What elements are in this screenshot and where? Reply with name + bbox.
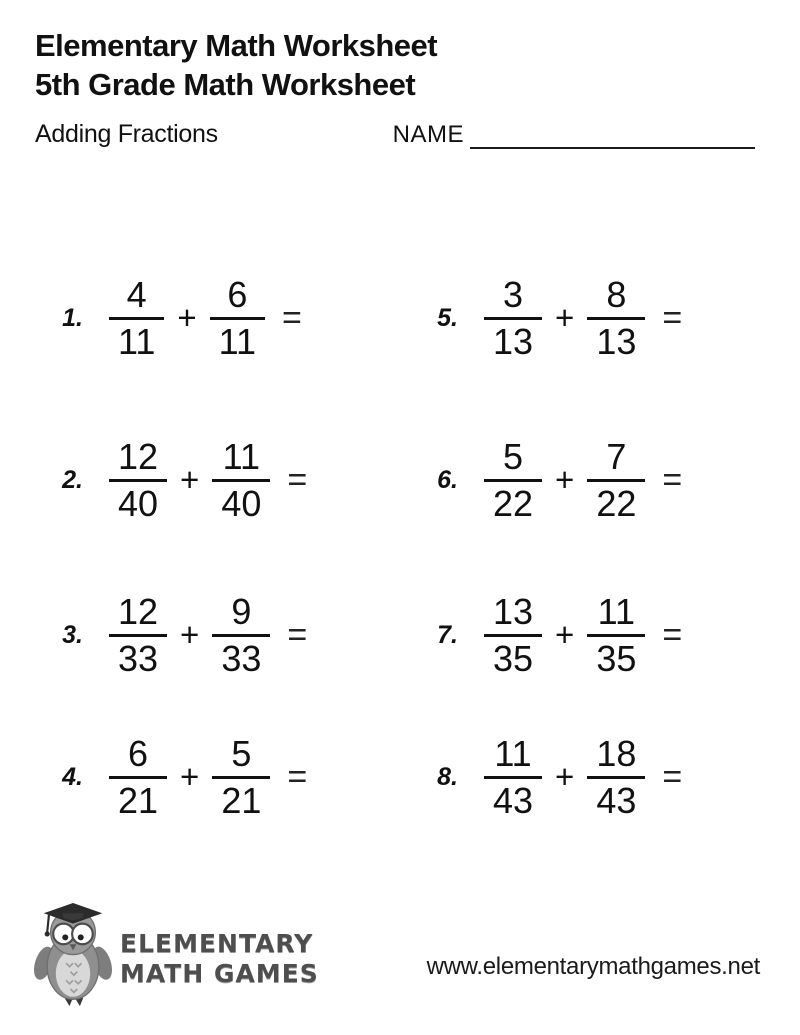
- equals-sign: =: [287, 757, 308, 796]
- elementary-math-games-logo: [30, 893, 760, 1011]
- fraction: [109, 273, 164, 362]
- problem-number: 6.: [437, 465, 458, 494]
- problem-number: 4.: [62, 762, 83, 791]
- numerator: 5: [231, 732, 252, 774]
- denominator: 11: [210, 317, 265, 361]
- denominator: 40: [109, 479, 167, 523]
- expression: [109, 732, 308, 821]
- expression: [484, 732, 683, 821]
- plus-operator: +: [180, 461, 200, 498]
- problem-number: 8.: [437, 762, 458, 791]
- denominator: 11: [109, 317, 164, 361]
- expression: [109, 590, 308, 679]
- fraction: [484, 732, 542, 821]
- numerator: 6: [128, 732, 149, 774]
- numerator: 3: [503, 273, 524, 315]
- site-url: www.elementarymathgames.net: [426, 953, 760, 980]
- problem-number: 1.: [62, 303, 83, 332]
- plus-operator: +: [555, 299, 575, 336]
- plus-operator: +: [555, 758, 575, 795]
- fraction: [109, 590, 167, 679]
- subtitle-row: [35, 120, 760, 149]
- name-line: [470, 121, 755, 149]
- problem-row: [35, 272, 785, 364]
- expression: [484, 273, 683, 362]
- fraction: [109, 435, 167, 524]
- denominator: 33: [109, 634, 167, 678]
- fraction: [484, 435, 542, 524]
- logo-line-2: MATH GAMES: [120, 959, 319, 988]
- denominator: 22: [587, 479, 645, 523]
- worksheet-title: Elementary Math Worksheet: [35, 28, 438, 63]
- logo-line-1: ELEMENTARY: [120, 929, 314, 958]
- problem-6: [410, 434, 785, 526]
- problem-number: 3.: [62, 620, 83, 649]
- plus-operator: +: [180, 758, 200, 795]
- problem-row: [35, 589, 785, 681]
- plus-operator: +: [177, 299, 197, 336]
- fraction: [484, 590, 542, 679]
- fraction: [109, 732, 167, 821]
- denominator: 22: [484, 479, 542, 523]
- numerator: 4: [126, 273, 147, 315]
- fraction: [484, 273, 542, 362]
- footer: [30, 893, 760, 1023]
- equals-sign: =: [287, 615, 308, 654]
- problem-5: [410, 272, 785, 364]
- numerator: 11: [494, 732, 532, 774]
- numerator: 6: [227, 273, 248, 315]
- fraction: [212, 590, 270, 679]
- numerator: 18: [596, 732, 637, 774]
- denominator: 13: [587, 317, 645, 361]
- fraction: [587, 435, 645, 524]
- header: [0, 0, 800, 149]
- problem-8: [410, 731, 785, 823]
- equals-sign: =: [662, 460, 683, 499]
- name-label: NAME: [392, 121, 464, 149]
- problem-row: [35, 731, 785, 823]
- problem-4: [35, 731, 410, 823]
- grade-subtitle: 5th Grade Math Worksheet: [35, 67, 416, 103]
- numerator: 11: [597, 590, 636, 632]
- fraction: [210, 273, 265, 362]
- denominator: 13: [484, 317, 542, 361]
- numerator: 13: [493, 590, 534, 632]
- numerator: 7: [606, 435, 627, 477]
- fraction: [587, 590, 645, 679]
- problem-7: [410, 589, 785, 681]
- denominator: 35: [484, 634, 542, 678]
- numerator: 12: [118, 590, 159, 632]
- denominator: 43: [484, 776, 542, 820]
- denominator: 33: [212, 634, 270, 678]
- expression: [484, 435, 683, 524]
- plus-operator: +: [180, 616, 200, 653]
- problem-2: [35, 434, 410, 526]
- expression: [109, 435, 308, 524]
- fraction: [212, 732, 270, 821]
- fraction: [587, 732, 645, 821]
- denominator: 21: [109, 776, 167, 820]
- numerator: 11: [222, 435, 261, 477]
- equals-sign: =: [662, 298, 683, 337]
- problem-row: [35, 434, 785, 526]
- problem-1: [35, 272, 410, 364]
- fraction: [587, 273, 645, 362]
- name-block: [393, 121, 755, 149]
- denominator: 21: [212, 776, 270, 820]
- owl-logo-icon: [30, 893, 116, 1011]
- numerator: 5: [503, 435, 524, 477]
- expression: [109, 273, 302, 362]
- equals-sign: =: [282, 298, 302, 337]
- equals-sign: =: [662, 757, 683, 796]
- problem-number: 5.: [437, 303, 458, 332]
- denominator: 35: [587, 634, 645, 678]
- fraction: [212, 435, 270, 524]
- plus-operator: +: [555, 616, 575, 653]
- topic-label: Adding Fractions: [35, 120, 218, 149]
- numerator: 9: [231, 590, 252, 632]
- logo-text: [120, 929, 319, 989]
- expression: [484, 590, 683, 679]
- numerator: 8: [606, 273, 627, 315]
- denominator: 40: [212, 479, 270, 523]
- equals-sign: =: [287, 460, 308, 499]
- equals-sign: =: [662, 615, 683, 654]
- problem-3: [35, 589, 410, 681]
- numerator: 12: [118, 435, 159, 477]
- plus-operator: +: [555, 461, 575, 498]
- denominator: 43: [587, 776, 645, 820]
- problem-number: 2.: [62, 465, 83, 494]
- problem-number: 7.: [437, 620, 458, 649]
